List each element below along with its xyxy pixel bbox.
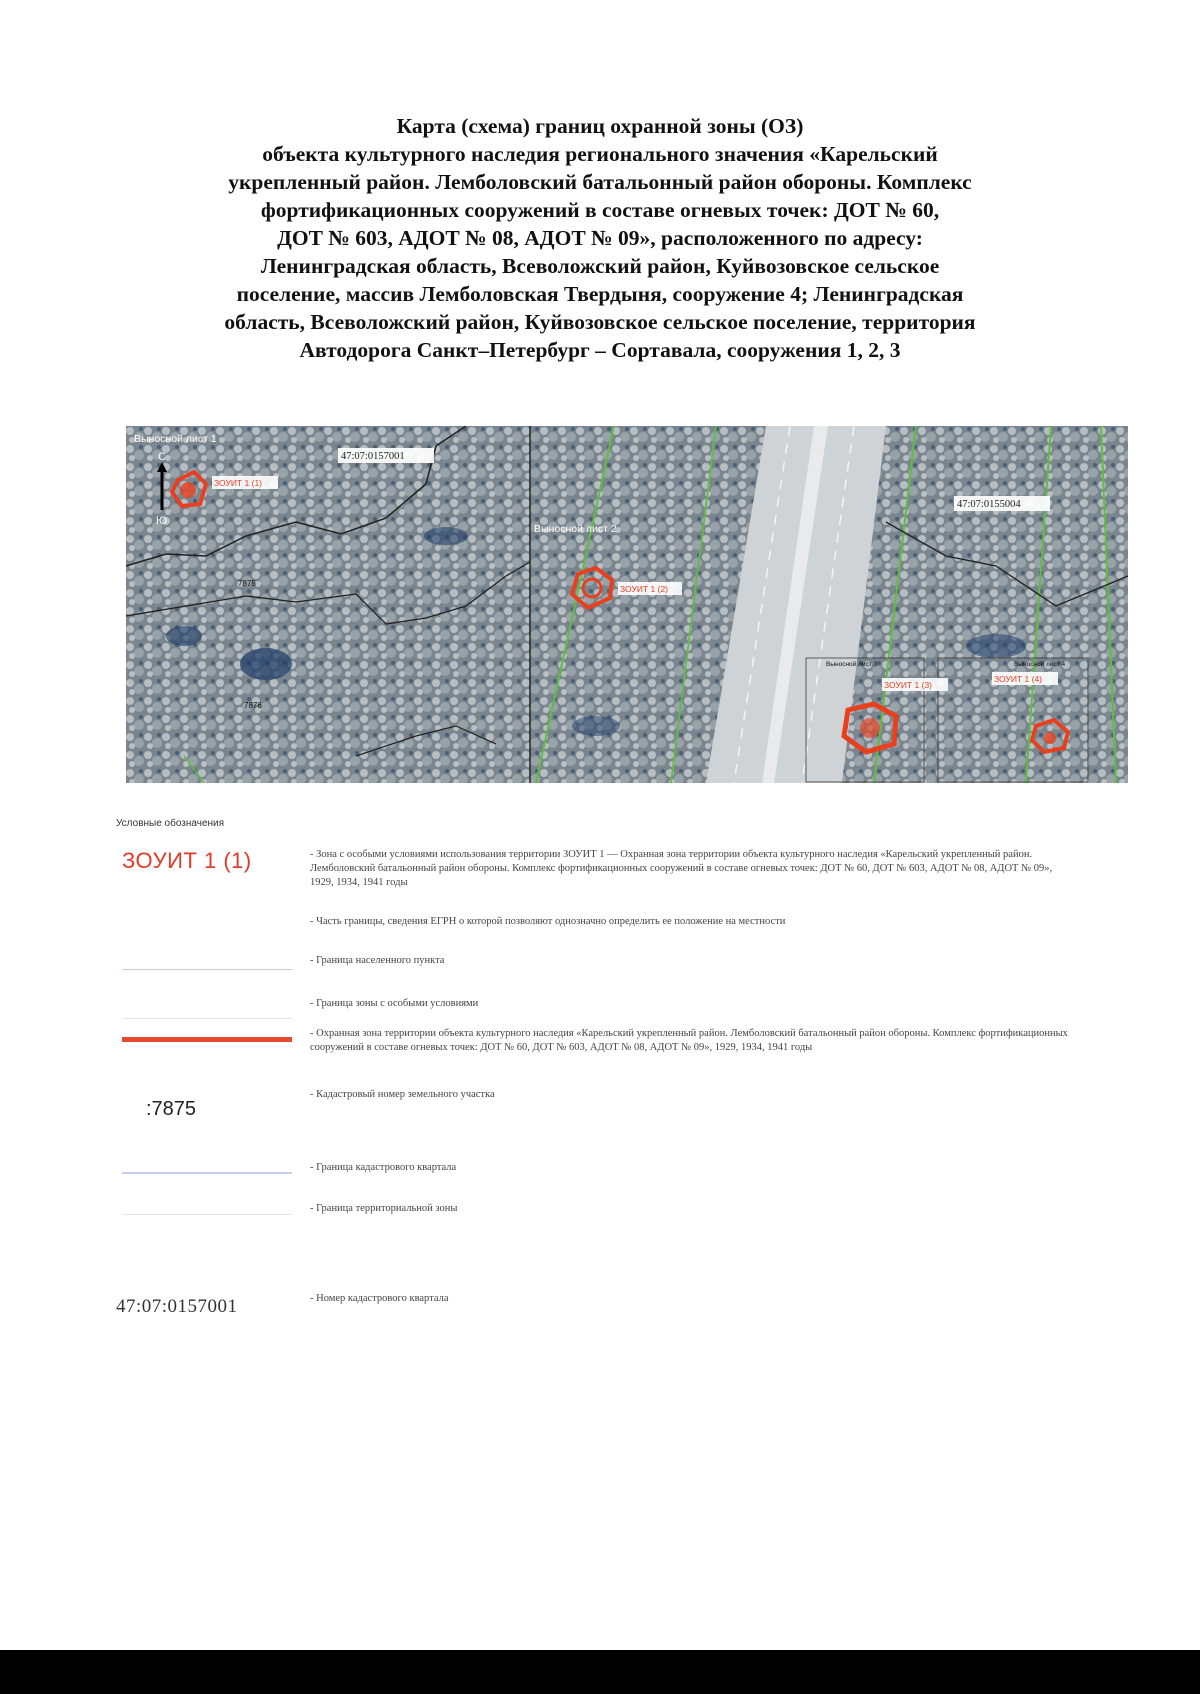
legend-protection-zone-line: [122, 1037, 292, 1042]
title-line: Ленинградская область, Всеволожский район, Куйвозовское сельское: [260, 254, 940, 278]
scan-bottom-border: [0, 1650, 1200, 1694]
legend-item: - Граница территориальной зоны: [310, 1203, 458, 1214]
legend-item: - Граница кадастрового квартала: [310, 1162, 457, 1173]
zouit-4-map-label: ЗОУИТ 1 (4): [994, 674, 1043, 684]
sheet-4-label: Выносной лист 4: [1014, 661, 1066, 668]
quarter-west-label: 47:07:0157001: [341, 451, 405, 462]
title-line: область, Всеволожский район, Куйвозовское сельское поселение, территория: [224, 310, 976, 334]
parcel-label: 7876: [244, 701, 262, 710]
legend-item: - Охранная зона территории объекта культурного наследия «Карельский укрепленный район. Лемболовский батальонный район обороны. Комплекс фортификационных сооружений в составе огневых точек: ДОТ № 60, ДОТ № 603, АДОТ № 08, АДОТ № 09», 1929, 1934, 1941 годы: [310, 1028, 1068, 1053]
legend-item: - Зона с особыми условиями использования территории ЗОУИТ 1 — Охранная зона территории объекта культурного наследия «Карельский укрепленный район. Лемболовский батальонный район обороны. Комплекс фортификационных сооружений в составе огневых точек: ДОТ № 60, ДОТ № 603, АДОТ № 08, АДОТ № 09», 1929, 1934, 1941 годы: [310, 849, 1053, 888]
parcel-label: 7875: [238, 579, 256, 588]
sheet-2-label: Выносной лист 2: [534, 523, 617, 535]
map-title: [110, 112, 1090, 364]
legend-item: - Часть границы, сведения ЕГРН о которой позволяют однозначно определить ее положение на местности: [310, 916, 786, 927]
legend-territorial-zone-line: [122, 1214, 292, 1215]
legend-cadastral-sample: :7875: [146, 1098, 197, 1120]
legend-settlement-line: [122, 969, 292, 970]
title-line: Автодорога Санкт–Петербург – Сортавала, сооружения 1, 2, 3: [299, 338, 901, 362]
zouit-3-map-label: ЗОУИТ 1 (3): [884, 680, 933, 690]
title-line: фортификационных сооружений в составе огневых точек: ДОТ № 60,: [260, 198, 940, 222]
south-label: Ю: [156, 515, 168, 527]
zouit-1-map-label: ЗОУИТ 1 (1): [214, 478, 263, 488]
title-line: ДОТ № 603, АДОТ № 08, АДОТ № 09», расположенного по адресу:: [277, 226, 923, 250]
legend-item: - Граница населенного пункта: [310, 955, 445, 966]
legend-zouit-sample: ЗОУИТ 1 (1): [122, 848, 252, 873]
legend-title: Условные обозначения: [116, 818, 225, 829]
sheet-3-label: Выносной лист 3: [826, 661, 878, 668]
zouit-2-map-label: ЗОУИТ 1 (2): [620, 584, 669, 594]
legend-item: - Номер кадастрового квартала: [310, 1293, 449, 1304]
aerial-map: [126, 426, 1128, 783]
legend-quarter-line: [122, 1172, 292, 1174]
legend-special-zone-line: [122, 1018, 292, 1019]
legend-quarter-sample: 47:07:0157001: [116, 1296, 238, 1317]
title-line: укрепленный район. Лемболовский батальонный район обороны. Комплекс: [228, 170, 972, 194]
north-label: С: [158, 451, 166, 463]
title-line: поселение, массив Лемболовская Твердыня, сооружение 4; Ленинградская: [236, 282, 964, 306]
quarter-east-label: 47:07:0155004: [957, 499, 1021, 510]
title-line: объекта культурного наследия регионального значения «Карельский: [262, 142, 938, 166]
sheet-1-label: Выносной лист 1: [134, 433, 217, 445]
title-line: Карта (схема) границ охранной зоны (ОЗ): [396, 114, 804, 138]
legend-item: - Граница зоны с особыми условиями: [310, 998, 479, 1009]
legend-item: - Кадастровый номер земельного участка: [310, 1089, 495, 1100]
